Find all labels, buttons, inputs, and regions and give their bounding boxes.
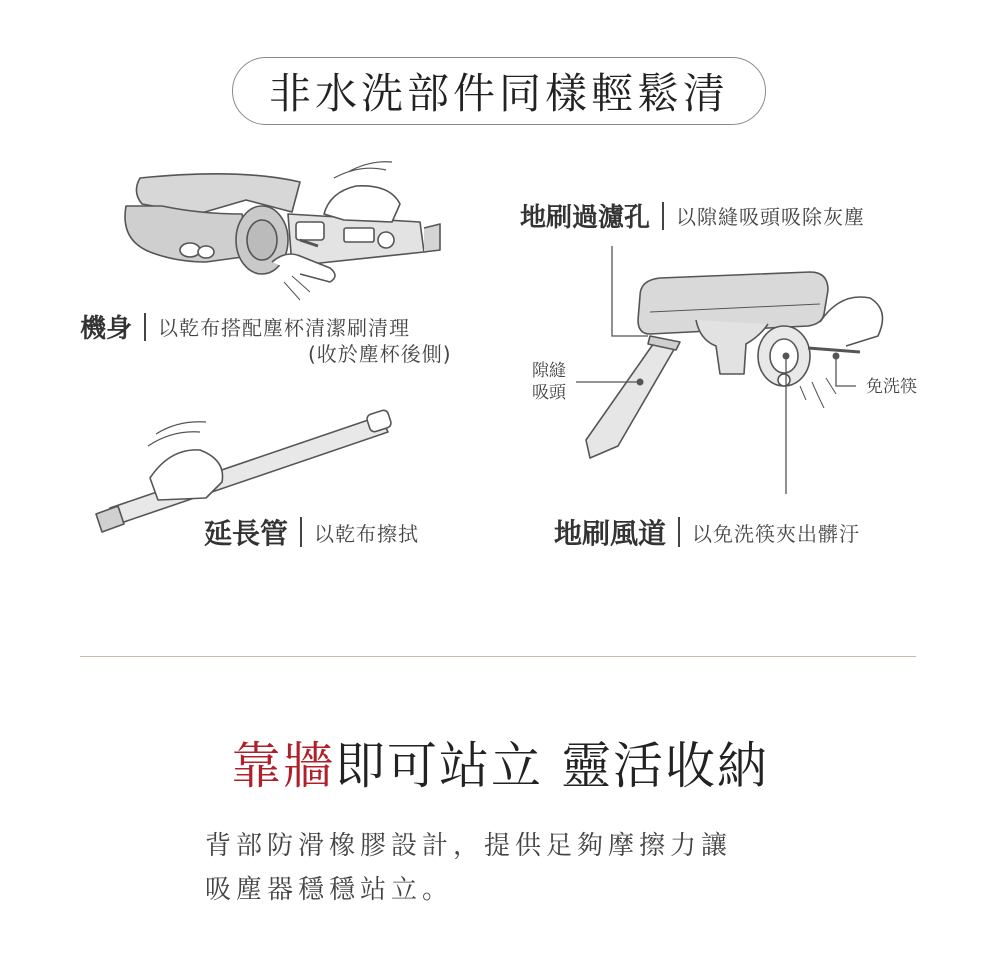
- callout-duct-label: 地刷風道: [554, 517, 667, 550]
- feature-heading-highlight: 靠牆: [231, 737, 336, 795]
- callout-body-desc: 以乾布搭配塵杯清潔刷清理: [158, 316, 411, 340]
- callout-body-label: 機身: [80, 314, 133, 344]
- callout-tube-desc: 以乾布擦拭: [314, 521, 420, 546]
- crevice-line1: 隙縫: [532, 361, 566, 381]
- callout-tube: [204, 512, 419, 552]
- feature-heading-rest: 即可站立 靈活收納: [335, 737, 769, 795]
- callout-chopstick: 免洗筷: [866, 377, 917, 397]
- callout-body: [80, 308, 410, 345]
- feature-description: [205, 824, 805, 912]
- callout-duct: [554, 512, 860, 552]
- callout-filter-desc: 以隙縫吸頭吸除灰塵: [676, 205, 866, 229]
- feature-description-line1: 背部防滑橡膠設計，提供足夠摩擦力讓: [205, 831, 733, 861]
- callout-crevice: [532, 360, 566, 404]
- feature-description-line2: 吸塵器穩穩站立。: [205, 875, 454, 905]
- vacuum-body-illustration: [125, 162, 440, 300]
- callout-duct-desc: 以免洗筷夾出髒汙: [692, 521, 861, 546]
- crevice-line2: 吸頭: [532, 383, 566, 403]
- feature-heading: [0, 726, 1000, 798]
- callout-filter-label: 地刷過濾孔: [520, 203, 651, 233]
- floor-head-illustration: [638, 272, 883, 408]
- callout-body-note: (收於塵杯後側): [308, 342, 452, 366]
- page-title: 非水洗部件同樣輕鬆清: [268, 69, 729, 118]
- callout-tube-label: 延長管: [204, 517, 289, 550]
- separator: [678, 517, 680, 547]
- callout-filter: [520, 197, 865, 234]
- separator: [300, 517, 302, 547]
- section-divider: [80, 656, 916, 657]
- separator: [662, 202, 664, 230]
- crevice-tool-illustration: [586, 336, 680, 458]
- separator: [144, 313, 146, 341]
